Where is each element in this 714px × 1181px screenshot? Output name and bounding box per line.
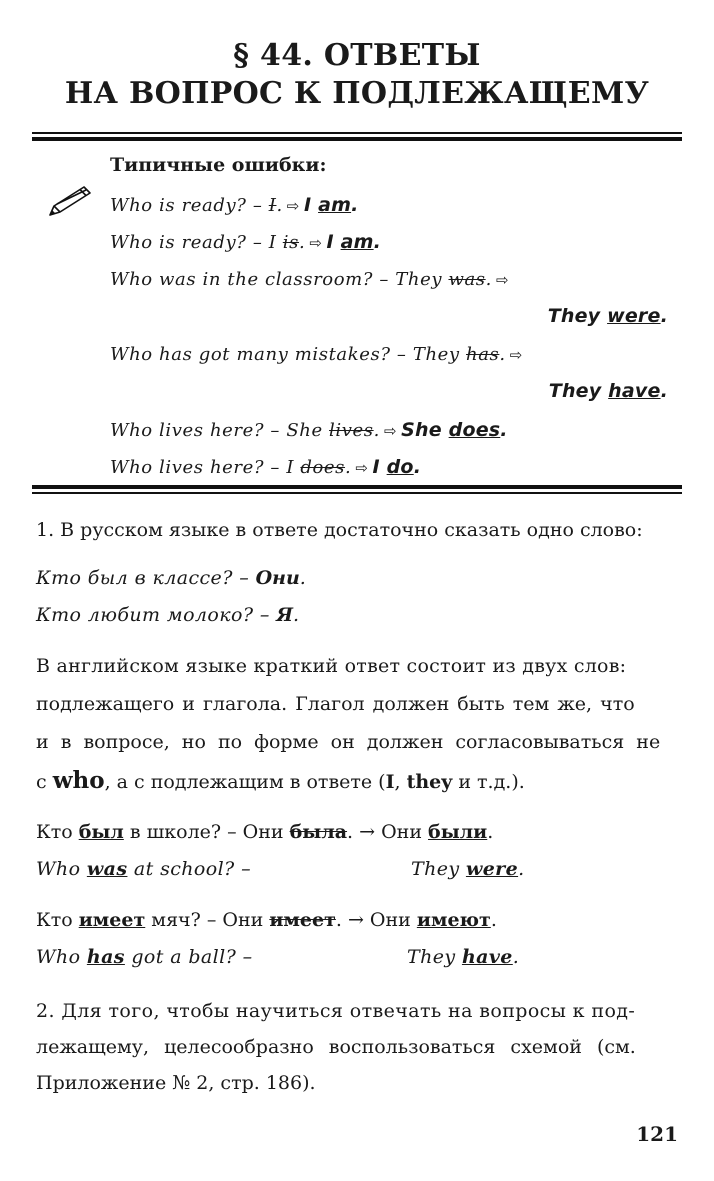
answer-subject: I [372, 456, 387, 478]
verb-underlined: был [78, 821, 124, 843]
text-fragment: They [411, 858, 466, 880]
russian-question: Кто был в классе? – [36, 567, 256, 589]
answer-period: . [351, 194, 359, 216]
correct-verb: имеют [416, 909, 491, 931]
section-title-line1: § 44. ОТВЕТЫ [233, 38, 481, 73]
text-fragment: Кто [36, 821, 79, 843]
answer-verb: do [386, 456, 414, 478]
example-a-english-answer [411, 858, 525, 880]
example-period: . [298, 232, 306, 253]
paragraph-3-line-1: 2. Для того, чтобы научиться отвечать на вопросы к под- [36, 1000, 636, 1022]
arrow-right-icon: ⇨ [309, 234, 323, 252]
wrong-answer: does [300, 457, 346, 478]
answer-verb: were [607, 305, 661, 327]
verb-underlined: was [86, 858, 128, 880]
answer-period: . [413, 456, 422, 478]
example-b-english-answer [407, 946, 519, 968]
text-fragment: Кто [36, 909, 79, 931]
text-fragment: , а с подлежащим в ответе ( [104, 771, 386, 793]
correct-verb: have [461, 946, 513, 968]
text-fragment: . [490, 909, 497, 931]
wrong-verb: была [289, 821, 348, 843]
example-period: . [345, 457, 352, 478]
text-fragment: Who [36, 946, 87, 968]
wrong-answer: lives [329, 420, 374, 441]
answer-verb: am [340, 231, 374, 253]
paragraph-2-line-1: В английском языке краткий ответ состоит из двух слов: [36, 655, 627, 677]
correct-answer [326, 231, 381, 253]
text-fragment: , [394, 771, 407, 793]
russian-example-1 [36, 567, 306, 589]
example-b-english-question [36, 946, 253, 968]
wrong-verb: имеет [269, 909, 336, 931]
correct-answer [549, 380, 668, 402]
verb-underlined: has [86, 946, 125, 968]
paragraph-1: 1. В русском языке в ответе достаточно сказать одно слово: [36, 519, 643, 541]
correct-answer [373, 456, 422, 478]
arrow-right-icon: ⇨ [509, 346, 523, 364]
wrong-answer: has [466, 344, 500, 365]
answer-verb: have [608, 380, 661, 402]
example-question: Who lives here? – She [110, 420, 330, 441]
answer-period: . [500, 419, 508, 441]
answer-period: . [373, 231, 382, 253]
mistake-example-4-answer [549, 380, 668, 402]
mistake-example-3-answer [548, 305, 668, 327]
example-question: Who was in the classroom? – They [110, 269, 449, 290]
example-question: Who is ready? – I [110, 232, 283, 253]
example-period: . [499, 344, 506, 365]
text-fragment: . → Они [347, 821, 429, 843]
russian-answer: Они [255, 567, 300, 589]
russian-example-2 [36, 604, 299, 626]
arrow-right-icon: ⇨ [495, 271, 510, 289]
correct-answer [304, 194, 359, 216]
verb-underlined: имеет [78, 909, 146, 931]
typical-mistakes-heading: Типичные ошибки: [110, 154, 327, 176]
correct-answer [548, 305, 668, 327]
paragraph-3-line-3: Приложение № 2, стр. 186). [36, 1072, 316, 1094]
mistake-example-2 [110, 231, 381, 253]
text-fragment: с [36, 771, 53, 793]
rule-top-thick [32, 137, 682, 141]
answer-period: . [660, 305, 668, 327]
arrow-right-icon: ⇨ [355, 459, 369, 477]
mistake-example-4 [110, 344, 527, 365]
text-fragment: и т.д.). [452, 771, 525, 793]
answer-verb: does [448, 419, 501, 441]
mistake-example-6 [110, 456, 421, 478]
russian-answer: Я [276, 604, 293, 626]
answer-period: . [660, 380, 668, 402]
page-number: 121 [636, 1122, 678, 1146]
correct-answer [401, 419, 508, 441]
text-fragment: got a ball? – [124, 946, 253, 968]
answer-subject: They [548, 380, 609, 402]
wrong-answer: was [448, 269, 486, 290]
keyword-i: I [385, 771, 395, 793]
russian-period: . [292, 604, 300, 626]
example-period: . [373, 420, 380, 441]
wrong-answer: I [268, 195, 277, 216]
mistake-example-5 [110, 419, 508, 441]
rule-bottom-thin [32, 492, 682, 494]
example-a-russian [36, 821, 493, 843]
paragraph-2-line-3: и в вопросе, но по форме он должен согласовываться не [36, 731, 661, 753]
wrong-answer: is [282, 232, 299, 253]
example-a-english-question [36, 858, 251, 880]
rule-bottom-thick [32, 485, 682, 489]
text-fragment: . [518, 858, 525, 880]
answer-subject: She [401, 419, 449, 441]
text-fragment: . [487, 821, 494, 843]
keyword-who: who [52, 767, 105, 794]
example-question: Who has got many mistakes? – They [110, 344, 466, 365]
mistake-example-3 [110, 269, 513, 290]
example-period: . [276, 195, 283, 216]
section-title-line2: НА ВОПРОС К ПОДЛЕЖАЩЕМУ [64, 76, 650, 111]
answer-subject: They [547, 305, 608, 327]
example-question: Who lives here? – I [110, 457, 301, 478]
text-fragment: They [407, 946, 462, 968]
answer-subject: I [303, 194, 319, 216]
example-question: Who is ready? – [110, 195, 269, 216]
text-fragment: в школе? – Они [123, 821, 290, 843]
arrow-right-icon: ⇨ [286, 197, 300, 215]
correct-verb: were [465, 858, 519, 880]
answer-subject: I [326, 231, 341, 253]
paragraph-3-line-2: лежащему, целесообразно воспользоваться схемой (см. [36, 1036, 636, 1058]
paragraph-2-line-4 [36, 767, 525, 794]
text-fragment: . [512, 946, 520, 968]
mistake-example-1 [110, 194, 359, 216]
example-period: . [485, 269, 492, 290]
text-fragment: Who [36, 858, 87, 880]
russian-question: Кто любит молоко? – [36, 604, 277, 626]
arrow-right-icon: ⇨ [383, 422, 398, 440]
answer-verb: am [318, 194, 352, 216]
text-fragment: мяч? – Они [145, 909, 270, 931]
text-fragment: . → Они [335, 909, 417, 931]
paragraph-2-line-2: подлежащего и глагола. Глагол должен быть тем же, что [36, 693, 635, 715]
correct-verb: были [428, 821, 488, 843]
keyword-they: they [406, 771, 453, 793]
text-fragment: at school? – [127, 858, 251, 880]
rule-top-thin [32, 132, 682, 134]
pencil-icon [44, 184, 94, 220]
russian-period: . [299, 567, 307, 589]
example-b-russian [36, 909, 497, 931]
